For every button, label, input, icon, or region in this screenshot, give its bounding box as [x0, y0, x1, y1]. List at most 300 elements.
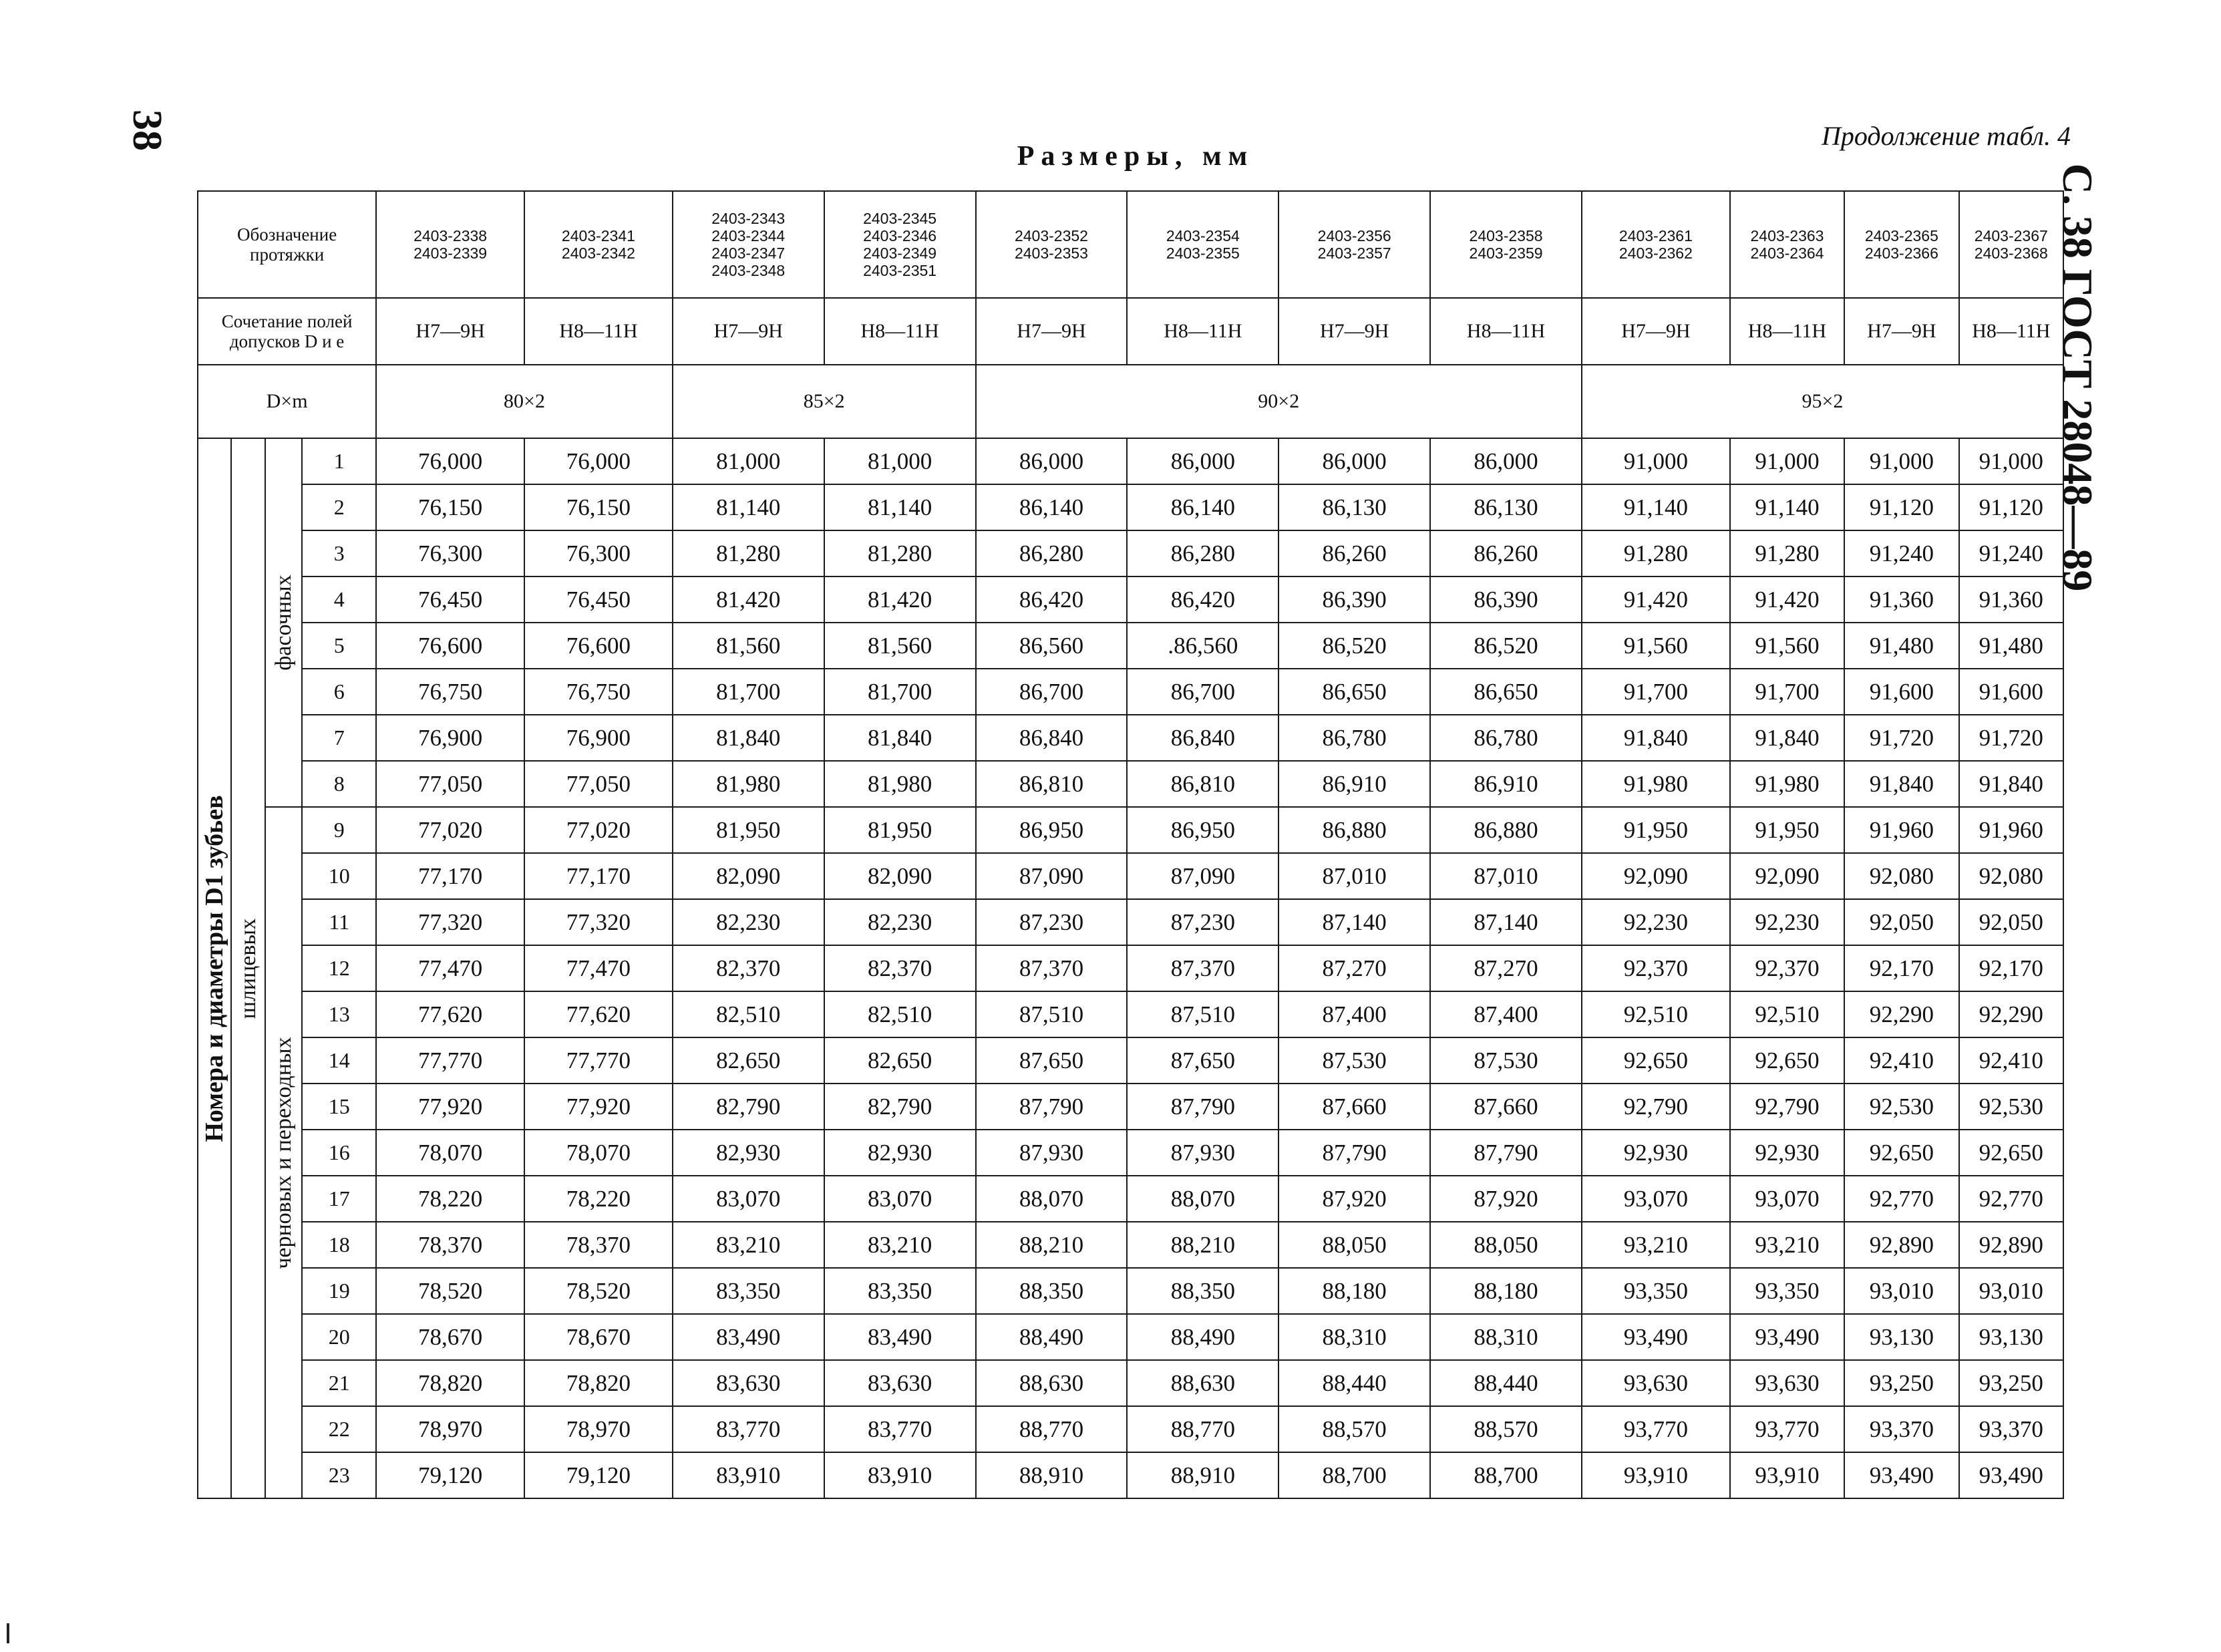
- diameter-value: 92,530: [1844, 1084, 1958, 1130]
- table-row: [198, 1222, 2063, 1268]
- diameter-value: 83,910: [673, 1452, 824, 1498]
- diameter-value: 78,970: [524, 1406, 673, 1452]
- diameter-value: 77,020: [376, 807, 524, 853]
- diameter-value: 78,670: [524, 1314, 673, 1360]
- diameter-value: 86,130: [1278, 484, 1430, 530]
- diameter-value: 91,000: [1730, 438, 1844, 484]
- diameter-value: 87,510: [1127, 991, 1278, 1037]
- diameter-value: 93,210: [1730, 1222, 1844, 1268]
- diameter-value: 76,450: [376, 576, 524, 623]
- diameter-value: 87,790: [976, 1084, 1128, 1130]
- tooth-number: 23: [302, 1452, 376, 1498]
- tooth-number: 12: [302, 945, 376, 991]
- tolerance-cell: H7—9H: [1278, 298, 1430, 365]
- column-codes: [1959, 191, 2063, 298]
- table-row: [198, 761, 2063, 807]
- diameter-value: 93,350: [1730, 1268, 1844, 1314]
- table-row: [198, 1130, 2063, 1176]
- diameter-value: 81,420: [673, 576, 824, 623]
- designation-code: 2403-2362: [1618, 244, 1693, 262]
- diameter-value: 79,120: [524, 1452, 673, 1498]
- tolerance-row: [198, 298, 2063, 365]
- diameter-value: 91,600: [1844, 669, 1958, 715]
- tolerance-cell: H8—11H: [824, 298, 976, 365]
- diameter-value: 92,370: [1730, 945, 1844, 991]
- diameter-value: 93,490: [1582, 1314, 1730, 1360]
- diameter-value: 83,490: [824, 1314, 976, 1360]
- tooth-number: 14: [302, 1037, 376, 1084]
- diameter-value: 91,980: [1582, 761, 1730, 807]
- diameter-value: 93,350: [1582, 1268, 1730, 1314]
- diameter-value: 86,810: [976, 761, 1128, 807]
- table-row: [198, 1406, 2063, 1452]
- diameter-value: 88,630: [1127, 1360, 1278, 1406]
- diameter-value: 83,210: [824, 1222, 976, 1268]
- diameter-value: 93,910: [1730, 1452, 1844, 1498]
- diameter-value: 92,650: [1959, 1130, 2063, 1176]
- diameter-value: 93,130: [1959, 1314, 2063, 1360]
- diameter-value: 82,090: [673, 853, 824, 899]
- group-outer-label: [198, 438, 231, 1498]
- diameter-value: 78,070: [524, 1130, 673, 1176]
- column-codes: [1278, 191, 1430, 298]
- diameter-value: 87,010: [1430, 853, 1582, 899]
- diameter-value: 83,910: [824, 1452, 976, 1498]
- table-row: [198, 945, 2063, 991]
- diameter-value: 86,260: [1430, 530, 1582, 576]
- diameter-value: 91,950: [1730, 807, 1844, 853]
- diameter-value: 88,210: [1127, 1222, 1278, 1268]
- diameter-value: 82,230: [673, 899, 824, 945]
- diameter-value: 88,490: [976, 1314, 1128, 1360]
- diameter-value: 88,700: [1430, 1452, 1582, 1498]
- diameter-value: 91,720: [1844, 715, 1958, 761]
- diameter-value: 88,350: [1127, 1268, 1278, 1314]
- diameter-value: 87,650: [1127, 1037, 1278, 1084]
- diameter-value: 83,070: [824, 1176, 976, 1222]
- diameter-value: 77,020: [524, 807, 673, 853]
- diameter-value: 76,150: [376, 484, 524, 530]
- group-outer-text: Номера и диаметры D1 зубьев: [200, 794, 229, 1142]
- diameter-value: 83,350: [673, 1268, 824, 1314]
- table-row: [198, 484, 2063, 530]
- designation-code: 2403-2364: [1750, 244, 1824, 262]
- diameter-value: 86,780: [1430, 715, 1582, 761]
- diameter-value: 87,920: [1430, 1176, 1582, 1222]
- diameter-value: 81,950: [673, 807, 824, 853]
- diameter-value: 83,630: [673, 1360, 824, 1406]
- tolerance-cell: H7—9H: [976, 298, 1128, 365]
- diameter-value: 92,170: [1959, 945, 2063, 991]
- diameter-value: 93,210: [1582, 1222, 1730, 1268]
- diameter-value: 92,230: [1582, 899, 1730, 945]
- diameter-value: 78,820: [524, 1360, 673, 1406]
- designation-code: 2403-2342: [561, 244, 635, 262]
- diameter-value: 93,370: [1959, 1406, 2063, 1452]
- diameter-value: 91,000: [1582, 438, 1730, 484]
- diameter-value: 87,530: [1278, 1037, 1430, 1084]
- column-codes: [1127, 191, 1278, 298]
- diameter-value: 78,820: [376, 1360, 524, 1406]
- diameter-value: 91,240: [1959, 530, 2063, 576]
- diameter-value: 82,510: [824, 991, 976, 1037]
- diameter-value: 91,280: [1582, 530, 1730, 576]
- tooth-number: 16: [302, 1130, 376, 1176]
- table-row: [198, 1452, 2063, 1498]
- tooth-number: 9: [302, 807, 376, 853]
- diameter-value: 92,890: [1844, 1222, 1958, 1268]
- diameter-value: 86,000: [1430, 438, 1582, 484]
- diameter-value: 86,700: [976, 669, 1128, 715]
- diameter-value: 93,010: [1844, 1268, 1958, 1314]
- diameter-value: 86,280: [976, 530, 1128, 576]
- diameter-value: 92,930: [1730, 1130, 1844, 1176]
- sizes-title: Размеры, мм: [1017, 141, 1254, 172]
- column-codes: [1844, 191, 1958, 298]
- diameter-value: 86,130: [1430, 484, 1582, 530]
- diameter-value: 88,910: [1127, 1452, 1278, 1498]
- diameter-value: 81,700: [673, 669, 824, 715]
- diameter-value: 83,490: [673, 1314, 824, 1360]
- diameter-value: 86,840: [1127, 715, 1278, 761]
- designation-code: 2403-2353: [1014, 244, 1088, 262]
- diameter-value: 91,360: [1844, 576, 1958, 623]
- diameter-value: 86,950: [1127, 807, 1278, 853]
- diameter-value: 81,980: [673, 761, 824, 807]
- diameter-value: 88,310: [1278, 1314, 1430, 1360]
- diameter-value: 93,250: [1844, 1360, 1958, 1406]
- diameter-value: 93,490: [1730, 1314, 1844, 1360]
- dm-row: [198, 365, 2063, 438]
- diameter-value: 81,420: [824, 576, 976, 623]
- diameter-value: 92,410: [1844, 1037, 1958, 1084]
- diameter-value: 83,770: [824, 1406, 976, 1452]
- diameter-value: 92,530: [1959, 1084, 2063, 1130]
- diameter-value: 76,150: [524, 484, 673, 530]
- designation-code: 2403-2338: [413, 227, 488, 244]
- tooth-number: 15: [302, 1084, 376, 1130]
- diameter-value: 91,950: [1582, 807, 1730, 853]
- tolerance-cell: H7—9H: [1582, 298, 1730, 365]
- diameter-value: 88,180: [1430, 1268, 1582, 1314]
- diameter-value: 82,230: [824, 899, 976, 945]
- group-rough-label: [265, 807, 302, 1498]
- diameter-value: 91,840: [1582, 715, 1730, 761]
- diameter-value: 78,370: [524, 1222, 673, 1268]
- diameter-value: 91,720: [1959, 715, 2063, 761]
- diameter-value: 82,510: [673, 991, 824, 1037]
- table-row: [198, 715, 2063, 761]
- diameter-value: 81,950: [824, 807, 976, 853]
- diameter-value: 87,530: [1430, 1037, 1582, 1084]
- diameter-value: 88,070: [1127, 1176, 1278, 1222]
- diameter-value: 88,770: [1127, 1406, 1278, 1452]
- diameter-value: 93,770: [1730, 1406, 1844, 1452]
- tooth-number: 10: [302, 853, 376, 899]
- tooth-number: 13: [302, 991, 376, 1037]
- diameter-value: 91,960: [1959, 807, 2063, 853]
- designation-code: 2403-2354: [1166, 227, 1240, 244]
- table-row: [198, 438, 2063, 484]
- table-row: [198, 530, 2063, 576]
- diameter-value: 76,750: [524, 669, 673, 715]
- designation-code: 2403-2368: [1974, 244, 2048, 262]
- diameter-value: 88,440: [1430, 1360, 1582, 1406]
- tooth-number: 4: [302, 576, 376, 623]
- diameter-value: 92,890: [1959, 1222, 2063, 1268]
- table-row: [198, 1314, 2063, 1360]
- tooth-number: 7: [302, 715, 376, 761]
- column-codes: [376, 191, 524, 298]
- diameter-value: 76,000: [524, 438, 673, 484]
- diameter-value: 86,840: [976, 715, 1128, 761]
- diameter-value: 78,370: [376, 1222, 524, 1268]
- margin-mark: [7, 1623, 9, 1643]
- diameter-value: 77,770: [376, 1037, 524, 1084]
- diameter-value: 92,510: [1730, 991, 1844, 1037]
- diameter-value: 86,780: [1278, 715, 1430, 761]
- diameter-value: 87,400: [1278, 991, 1430, 1037]
- diameter-value: 82,650: [673, 1037, 824, 1084]
- diameter-value: 83,070: [673, 1176, 824, 1222]
- diameter-value: 92,050: [1844, 899, 1958, 945]
- tooth-number: 18: [302, 1222, 376, 1268]
- diameter-value: 93,630: [1730, 1360, 1844, 1406]
- tolerance-cell: H7—9H: [1844, 298, 1958, 365]
- diameter-value: 83,770: [673, 1406, 824, 1452]
- diameter-value: 91,000: [1959, 438, 2063, 484]
- diameter-value: 82,790: [673, 1084, 824, 1130]
- diameter-value: 86,390: [1278, 576, 1430, 623]
- diameter-value: 92,650: [1582, 1037, 1730, 1084]
- diameter-value: 92,370: [1582, 945, 1730, 991]
- designation-code: 2403-2346: [863, 227, 937, 244]
- diameter-value: 77,050: [524, 761, 673, 807]
- diameter-value: 91,840: [1844, 761, 1958, 807]
- group-spline-text: шлицевых: [235, 918, 261, 1019]
- diameter-value: 77,920: [376, 1084, 524, 1130]
- diameter-value: 87,510: [976, 991, 1128, 1037]
- designation-code: 2403-2344: [711, 227, 786, 244]
- diameter-value: 81,280: [824, 530, 976, 576]
- tolerance-cell: H8—11H: [1127, 298, 1278, 365]
- diameter-value: 77,050: [376, 761, 524, 807]
- table-row: [198, 807, 2063, 853]
- diameter-value: 93,370: [1844, 1406, 1958, 1452]
- column-codes: [824, 191, 976, 298]
- tolerance-cell: H8—11H: [524, 298, 673, 365]
- diameter-value: 88,490: [1127, 1314, 1278, 1360]
- diameter-value: 76,450: [524, 576, 673, 623]
- diameter-value: 86,140: [976, 484, 1128, 530]
- diameter-value: 77,770: [524, 1037, 673, 1084]
- diameter-value: 87,270: [1430, 945, 1582, 991]
- designation-code: 2403-2356: [1317, 227, 1391, 244]
- diameter-value: 88,310: [1430, 1314, 1582, 1360]
- diameter-value: .86,560: [1127, 623, 1278, 669]
- diameter-value: 77,920: [524, 1084, 673, 1130]
- diameter-value: 81,980: [824, 761, 976, 807]
- diameter-value: 81,280: [673, 530, 824, 576]
- diameter-value: 92,650: [1844, 1130, 1958, 1176]
- diameter-value: 92,290: [1844, 991, 1958, 1037]
- designation-code: 2403-2357: [1317, 244, 1391, 262]
- designation-code: 2403-2351: [863, 262, 937, 279]
- diameter-value: 88,050: [1278, 1222, 1430, 1268]
- designation-code: 2403-2367: [1974, 227, 2048, 244]
- diameter-value: 81,700: [824, 669, 976, 715]
- diameter-value: 93,010: [1959, 1268, 2063, 1314]
- diameter-value: 91,560: [1582, 623, 1730, 669]
- diameter-value: 92,230: [1730, 899, 1844, 945]
- diameter-value: 87,230: [1127, 899, 1278, 945]
- diameter-value: 78,520: [524, 1268, 673, 1314]
- column-codes: [1430, 191, 1582, 298]
- column-codes: [673, 191, 824, 298]
- diameter-value: 87,370: [1127, 945, 1278, 991]
- diameter-value: 77,320: [376, 899, 524, 945]
- diameter-value: 92,050: [1959, 899, 2063, 945]
- diameter-value: 92,170: [1844, 945, 1958, 991]
- diameter-value: 78,970: [376, 1406, 524, 1452]
- diameter-value: 92,080: [1959, 853, 2063, 899]
- diameter-value: 87,790: [1127, 1084, 1278, 1130]
- column-codes: [1582, 191, 1730, 298]
- diameter-value: 91,480: [1844, 623, 1958, 669]
- diameter-value: 87,090: [976, 853, 1128, 899]
- column-codes: [1730, 191, 1844, 298]
- diameter-value: 91,280: [1730, 530, 1844, 576]
- diameter-value: 88,050: [1430, 1222, 1582, 1268]
- diameter-value: 92,080: [1844, 853, 1958, 899]
- standard-running-header: С. 38 ГОСТ 28048—89: [2054, 163, 2101, 592]
- tolerance-cell: H7—9H: [376, 298, 524, 365]
- diameter-value: 86,910: [1278, 761, 1430, 807]
- diameter-value: 82,650: [824, 1037, 976, 1084]
- diameter-value: 91,840: [1959, 761, 2063, 807]
- diameter-value: 87,270: [1278, 945, 1430, 991]
- diameter-value: 88,910: [976, 1452, 1128, 1498]
- diameter-value: 92,790: [1582, 1084, 1730, 1130]
- tooth-number: 6: [302, 669, 376, 715]
- diameter-value: 92,510: [1582, 991, 1730, 1037]
- diameter-value: 76,000: [376, 438, 524, 484]
- dm-label: D×m: [198, 365, 376, 438]
- diameter-value: 81,840: [673, 715, 824, 761]
- diameter-value: 87,930: [1127, 1130, 1278, 1176]
- diameter-value: 83,350: [824, 1268, 976, 1314]
- diameter-value: 92,290: [1959, 991, 2063, 1037]
- table-body: [198, 438, 2063, 1498]
- diameter-value: 86,420: [976, 576, 1128, 623]
- designation-code: 2403-2345: [863, 210, 937, 227]
- diameter-value: 86,950: [976, 807, 1128, 853]
- designation-code: 2403-2361: [1618, 227, 1693, 244]
- group-shaped-text: фасочных: [271, 574, 296, 671]
- designation-row: [198, 191, 2063, 298]
- diameter-value: 88,630: [976, 1360, 1128, 1406]
- diameter-value: 87,650: [976, 1037, 1128, 1084]
- tooth-number: 17: [302, 1176, 376, 1222]
- table-row: [198, 1176, 2063, 1222]
- diameter-value: 87,920: [1278, 1176, 1430, 1222]
- diameter-value: 92,770: [1959, 1176, 2063, 1222]
- table-row: [198, 1268, 2063, 1314]
- diameter-value: 93,490: [1959, 1452, 2063, 1498]
- diameter-value: 93,770: [1582, 1406, 1730, 1452]
- diameter-value: 86,880: [1430, 807, 1582, 853]
- designation-label: Обозначение протяжки: [198, 191, 376, 298]
- diameter-value: 86,280: [1127, 530, 1278, 576]
- diameter-value: 91,560: [1730, 623, 1844, 669]
- diameter-value: 82,790: [824, 1084, 976, 1130]
- dimensions-table: [197, 190, 2064, 1499]
- tooth-number: 19: [302, 1268, 376, 1314]
- tooth-number: 1: [302, 438, 376, 484]
- diameter-value: 92,790: [1730, 1084, 1844, 1130]
- table-row: [198, 669, 2063, 715]
- diameter-value: 92,930: [1582, 1130, 1730, 1176]
- group-shaped-label: [265, 438, 302, 807]
- designation-code: 2403-2365: [1864, 227, 1938, 244]
- diameter-value: 87,370: [976, 945, 1128, 991]
- diameter-value: 81,560: [673, 623, 824, 669]
- tolerance-cell: H7—9H: [673, 298, 824, 365]
- diameter-value: 92,650: [1730, 1037, 1844, 1084]
- diameter-value: 81,140: [824, 484, 976, 530]
- tooth-number: 20: [302, 1314, 376, 1360]
- diameter-value: 91,000: [1844, 438, 1958, 484]
- designation-code: 2403-2355: [1166, 244, 1240, 262]
- diameter-value: 92,090: [1730, 853, 1844, 899]
- diameter-value: 91,700: [1730, 669, 1844, 715]
- table-continuation-note: Продолжение табл. 4: [1821, 121, 2071, 151]
- diameter-value: 91,840: [1730, 715, 1844, 761]
- diameter-value: 86,910: [1430, 761, 1582, 807]
- diameter-value: 87,790: [1430, 1130, 1582, 1176]
- tolerance-label: Сочетание полей допусков D и e: [198, 298, 376, 365]
- table-row: [198, 1084, 2063, 1130]
- diameter-value: 93,630: [1582, 1360, 1730, 1406]
- diameter-value: 86,810: [1127, 761, 1278, 807]
- diameter-value: 86,700: [1127, 669, 1278, 715]
- tolerance-cell: H8—11H: [1430, 298, 1582, 365]
- diameter-value: 86,420: [1127, 576, 1278, 623]
- diameter-value: 76,600: [376, 623, 524, 669]
- diameter-value: 91,120: [1844, 484, 1958, 530]
- diameter-value: 77,620: [524, 991, 673, 1037]
- designation-code: 2403-2343: [711, 210, 786, 227]
- diameter-value: 77,470: [376, 945, 524, 991]
- diameter-value: 86,000: [1127, 438, 1278, 484]
- diameter-value: 83,210: [673, 1222, 824, 1268]
- column-codes: [524, 191, 673, 298]
- diameter-value: 91,360: [1959, 576, 2063, 623]
- diameter-value: 93,070: [1730, 1176, 1844, 1222]
- diameter-value: 88,570: [1278, 1406, 1430, 1452]
- diameter-value: 77,170: [524, 853, 673, 899]
- designation-code: 2403-2366: [1864, 244, 1938, 262]
- diameter-value: 91,140: [1730, 484, 1844, 530]
- designation-code: 2403-2358: [1469, 227, 1543, 244]
- diameter-value: 81,140: [673, 484, 824, 530]
- tooth-number: 11: [302, 899, 376, 945]
- diameter-value: 82,930: [824, 1130, 976, 1176]
- diameter-value: 87,010: [1278, 853, 1430, 899]
- tooth-number: 8: [302, 761, 376, 807]
- group-spline-label: [231, 438, 265, 1498]
- diameter-value: 76,600: [524, 623, 673, 669]
